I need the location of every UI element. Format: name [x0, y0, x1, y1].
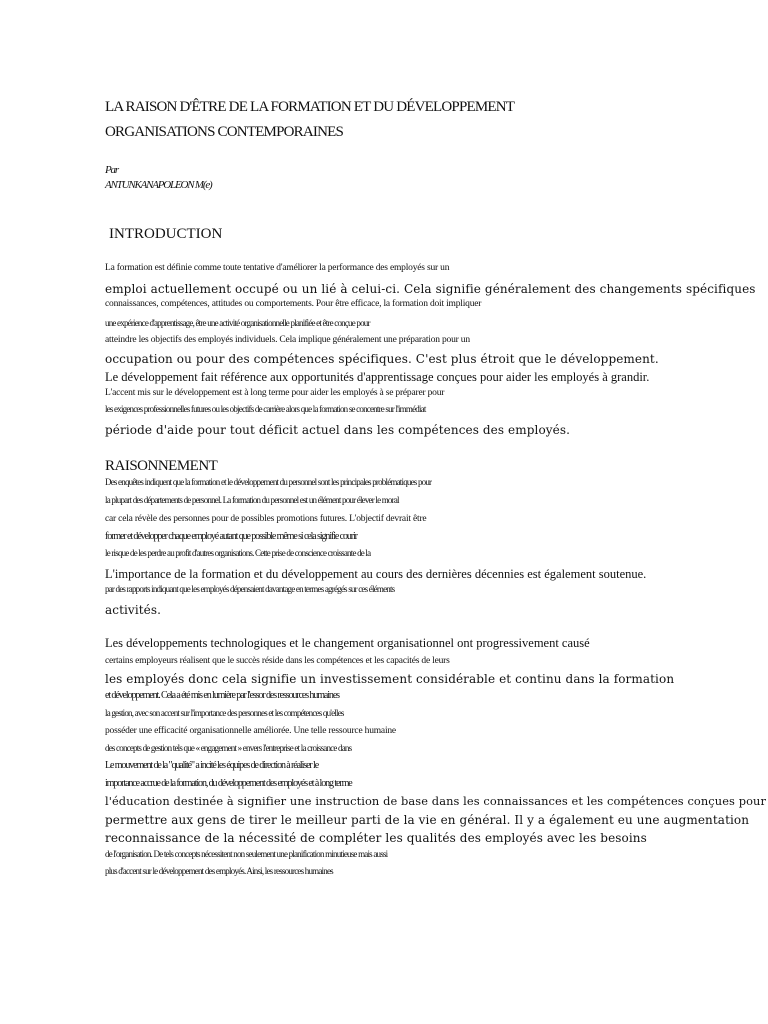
raisonnement-line-2: la plupart des départements de personnel. La formation du personnel est un élément pour élever le moral: [105, 495, 399, 505]
dev-line-9: importance accrue de la formation, du développement des employés et à long terme: [105, 778, 352, 789]
dev-line-14: plus d'accent sur le développement des employés. Ainsi, les ressources humaines: [105, 866, 333, 876]
raisonnement-line-7: par des rapports indiquant que les employés dépensaient davantage en termes agrégés sur ces éléments: [105, 584, 395, 594]
dev-line-5: la gestion, avec son accent sur l'importance des personnes et les compétences qu'elles: [105, 708, 344, 718]
raisonnement-line-4: former et développer chaque employé autant que possible même si cela signifie courir: [105, 531, 357, 542]
intro-line-5: atteindre les objectifs des employés individuels. Cela implique généralement une préparation pour un: [105, 335, 470, 345]
intro-line-8: L'accent mis sur le développement est à long terme pour aider les employés à se préparer pour: [105, 388, 445, 398]
intro-line-10: période d'aide pour tout déficit actuel dans les compétences des employés.: [105, 423, 571, 437]
raisonnement-line-5: le risque de les perdre au profit d'autres organisations. Cette prise de conscience croissante de la: [105, 548, 371, 558]
intro-line-4: une expérience d'apprentissage, être une activité organisationnelle planifiée et être conçue pour: [105, 318, 370, 328]
dev-line-8: Le mouvement de la "qualité" a incité les équipes de direction à réaliser le: [105, 760, 319, 771]
intro-line-3: connaissances, compétences, attitudes ou comportements. Pour être efficace, la formation doit impliquer: [105, 299, 482, 309]
dev-line-13: de l'organisation. De tels concepts nécessitent non seulement une planification minutieuse mais aussi: [105, 849, 388, 859]
raisonnement-line-3: car cela révèle des personnes pour de possibles promotions futures. L'objectif devrait être: [105, 514, 427, 524]
introduction-heading: INTRODUCTION: [109, 226, 223, 242]
author-by: Par: [105, 164, 118, 176]
document-title-line-2: ORGANISATIONS CONTEMPORAINES: [105, 124, 344, 140]
dev-line-1: Les développements technologiques et le changement organisationnel ont progressivement causé: [105, 636, 590, 650]
dev-line-11: permettre aux gens de tirer le meilleur parti de la vie en général. Il y a également eu une augmentation: [105, 813, 750, 827]
dev-line-12: reconnaissance de la nécessité de compléter les qualités des employés avec les besoins: [105, 831, 647, 845]
intro-line-1: La formation est définie comme toute tentative d'améliorer la performance des employés sur un: [105, 263, 450, 273]
intro-line-9: les exigences professionnelles futures ou les objectifs de carrière alors que la formation se concentre sur l'immédiat: [105, 404, 426, 414]
author-name: ANTUNKANAPOLEON M(e): [105, 179, 212, 191]
dev-line-7: des concepts de gestion tels que « engagement » envers l'entreprise et la croissance dans: [105, 743, 352, 753]
dev-line-4: et développement. Cela a été mis en lumière par l'essor des ressources humaines: [105, 690, 339, 701]
raisonnement-line-8: activités.: [105, 603, 162, 617]
intro-line-6: occupation ou pour des compétences spécifiques. C'est plus étroit que le développement.: [105, 352, 659, 366]
intro-line-2: emploi actuellement occupé ou un lié à celui-ci. Cela signifie généralement des changements spécifiques: [105, 282, 756, 296]
raisonnement-line-1: Des enquêtes indiquent que la formation et le développement du personnel sont les principales problématiques pour: [105, 477, 432, 487]
raisonnement-line-6: L'importance de la formation et du développement au cours des dernières décennies est également soutenue.: [105, 567, 647, 581]
dev-line-3: les employés donc cela signifie un investissement considérable et continu dans la formation: [105, 672, 675, 686]
raisonnement-heading: RAISONNEMENT: [105, 458, 218, 474]
document-title-line-1: LA RAISON D'ÊTRE DE LA FORMATION ET DU DÉVELOPPEMENT: [105, 99, 515, 115]
dev-line-2: certains employeurs réalisent que le succès réside dans les compétences et les capacités de leurs: [105, 656, 450, 666]
intro-line-7: Le développement fait référence aux opportunités d'apprentissage conçues pour aider les employés à grandir.: [105, 370, 650, 384]
dev-line-6: posséder une efficacité organisationnelle améliorée. Une telle ressource humaine: [105, 726, 396, 736]
dev-line-10: l'éducation destinée à signifier une instruction de base dans les connaissances et les compétences conçues pour: [105, 794, 767, 808]
